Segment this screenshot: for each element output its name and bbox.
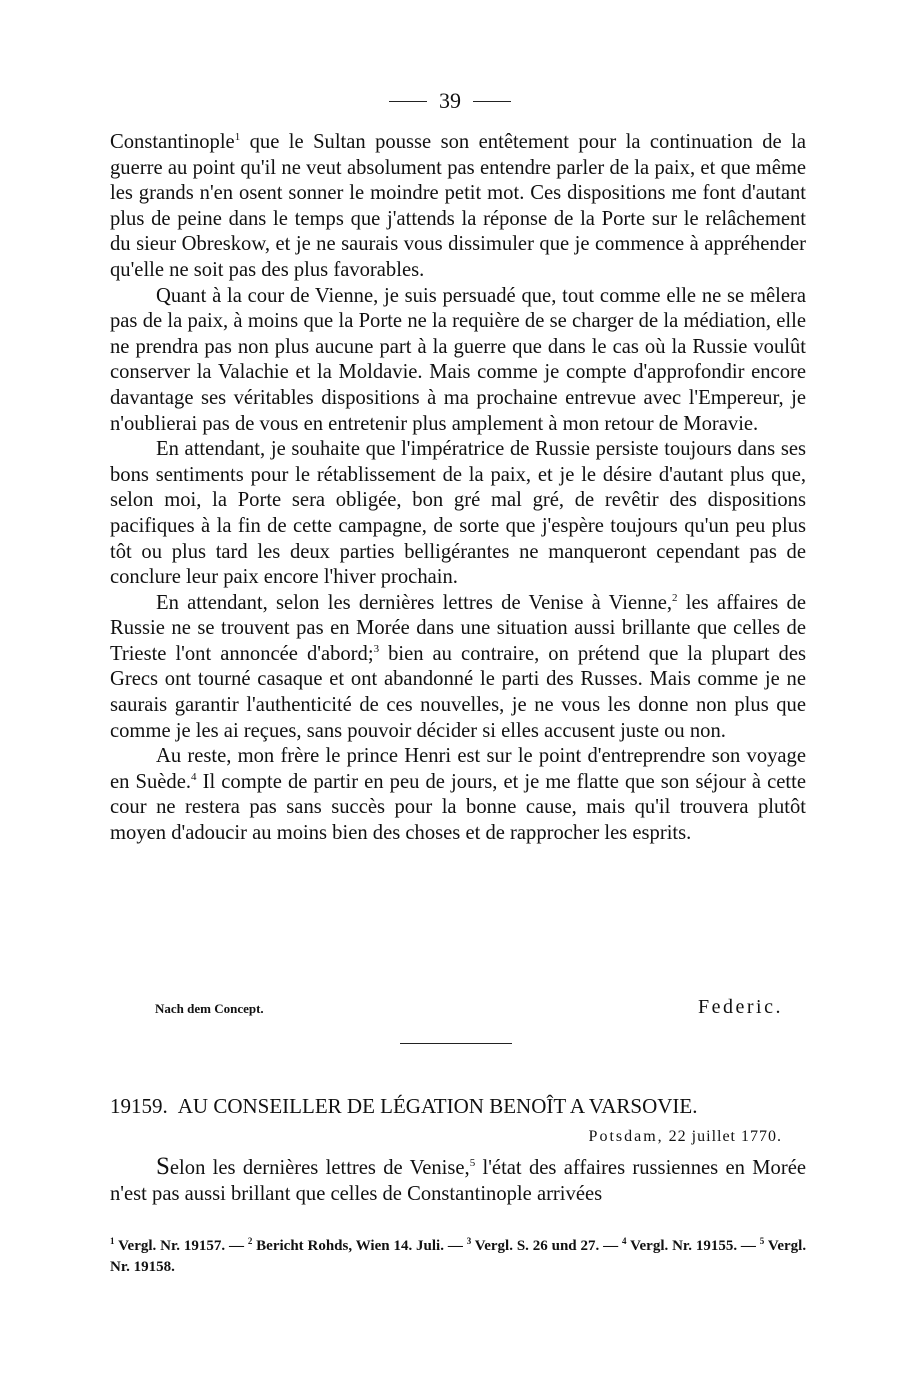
letter-title: AU CONSEILLER DE LÉGATION BENOÎT A VARSOVIE. [177, 1094, 698, 1118]
header-dash-right [473, 101, 511, 102]
page-number: 39 [439, 88, 461, 113]
letter-heading [110, 1094, 806, 1119]
footnote-ref: 2 [672, 591, 678, 604]
paragraph-text: Quant à la cour de Vienne, je suis persuadé que, tout comme elle ne se mêlera pas de la paix, à moins que la Porte ne la requière de se charger de la médiation, elle ne prendra pas non plus aucune part à la guerre que dans le cas où la Russie voulût conserver la Valachie et la Moldavie. Mais comme je compte d'approfondir encore davantage ses véritables dispositions à ma prochaine entrevue avec l'Empereur, je n'oublierai pas de vous en entretenir plus amplement à mon retour de Moravie. [110, 284, 806, 435]
footnote [467, 1238, 618, 1254]
footnote-text: Vergl. S. 26 und 27. — [474, 1238, 619, 1254]
dateline-date: 22 juillet 1770. [668, 1128, 782, 1145]
source-note: Nach dem Concept. [155, 1001, 264, 1016]
footnote-ref: 5 [469, 1157, 476, 1170]
paragraph-text: elon les dernières lettres de Venise, [169, 1157, 470, 1179]
header-dash-left [389, 101, 427, 102]
footnote-mark: 3 [466, 1236, 472, 1246]
footnotes [110, 1236, 806, 1278]
paragraph [110, 437, 806, 591]
footnote-text: Vergl. Nr. 19157. — [118, 1238, 244, 1254]
paragraph-text: l'état des affaires russiennes en Morée n'est pas aussi brillant que celles de Constantinople arrivées [110, 1157, 806, 1205]
footnote [248, 1238, 463, 1254]
paragraph-text: les affaires de Russie ne se trouvent pas en Morée dans une situation aussi brillante que celles de Trieste l'ont annoncée d'abord; [110, 591, 806, 665]
footnote-mark: 5 [759, 1236, 765, 1246]
footnote-ref: 3 [373, 643, 380, 656]
signature: Federic. [698, 996, 783, 1018]
paragraph [110, 130, 806, 284]
paragraph-text: bien au contraire, on prétend que la plupart des Grecs ont tourné casaque et ont abandonné le parti des Russes. Mais comme je ne saurais garantir l'authenticité de ces nouvelles, je ne vous les donne non plus que comme je les ai reçues, sans pouvoir décider si elles accusent juste ou non. [110, 642, 807, 742]
footnote-mark: 2 [247, 1236, 253, 1246]
footnote [110, 1238, 244, 1254]
footnote [622, 1238, 756, 1254]
footnote-ref: 4 [191, 770, 197, 783]
footnote-ref: 1 [234, 131, 241, 144]
paragraph [110, 284, 806, 438]
paragraph-text: En attendant, je souhaite que l'impératrice de Russie persiste toujours dans ses bons sentiments pour le rétablissement de la paix, et je le désire d'autant plus que, selon moi, la Porte sera obligée, bon gré mal gré, de revêtir des dispositions pacifiques à la fin de cette campagne, de sorte que j'espère toujours qu'un peu plus tôt ou plus tard les deux parties belligérantes ne manqueront cependant pas de conclure leur paix encore l'hiver prochain. [110, 438, 806, 589]
initial-letter: S [156, 1153, 170, 1180]
footnote-mark: 4 [621, 1236, 627, 1246]
footnote-text: Vergl. Nr. 19155. — [630, 1238, 756, 1254]
paragraph [110, 591, 806, 745]
footnote-mark: 1 [110, 1236, 115, 1246]
page-header [0, 88, 900, 114]
footnote-text: Bericht Rohds, Wien 14. Juli. — [256, 1238, 463, 1254]
dateline [589, 1128, 782, 1146]
footnote-text: Vergl. Nr. 19158. [110, 1238, 807, 1275]
paragraph-text: Il compte de partir en peu de jours, et je me flatte que son séjour à cette cour ne restera pas sans succès pour la bonne cause, mais qu'il trouvera plutôt moyen d'adoucir au moins bien des choses et de rapprocher les esprits. [110, 770, 806, 845]
paragraph [110, 1154, 806, 1207]
paragraph [110, 744, 806, 846]
letter-number: 19159. [110, 1094, 168, 1118]
paragraph-text: Constantinople [110, 131, 235, 153]
letter-body [110, 1154, 806, 1207]
paragraph-text: que le Sultan pousse son entêtement pour la continuation de la guerre au point qu'il ne veut absolument pas entendre parler de la paix, et que même les grands n'en osent sonner le moindre petit mot. Ces dispositions me font d'autant plus de peine dans le temps que j'attends la réponse de la Porte sur le relâchement du sieur Obreskow, et je ne saurais vous dissimuler que je commence à appréhender qu'elle ne soit pas des plus favorables. [110, 131, 806, 281]
signoff [155, 996, 783, 1019]
dateline-place: Potsdam, [588, 1128, 664, 1145]
paragraph-text: En attendant, selon les dernières lettres de Venise à Vienne, [156, 591, 673, 614]
section-divider [400, 1043, 512, 1044]
main-text [110, 130, 806, 847]
paragraph-text: Au reste, mon frère le prince Henri est sur le point d'entreprendre son voyage en Suède. [110, 745, 806, 793]
